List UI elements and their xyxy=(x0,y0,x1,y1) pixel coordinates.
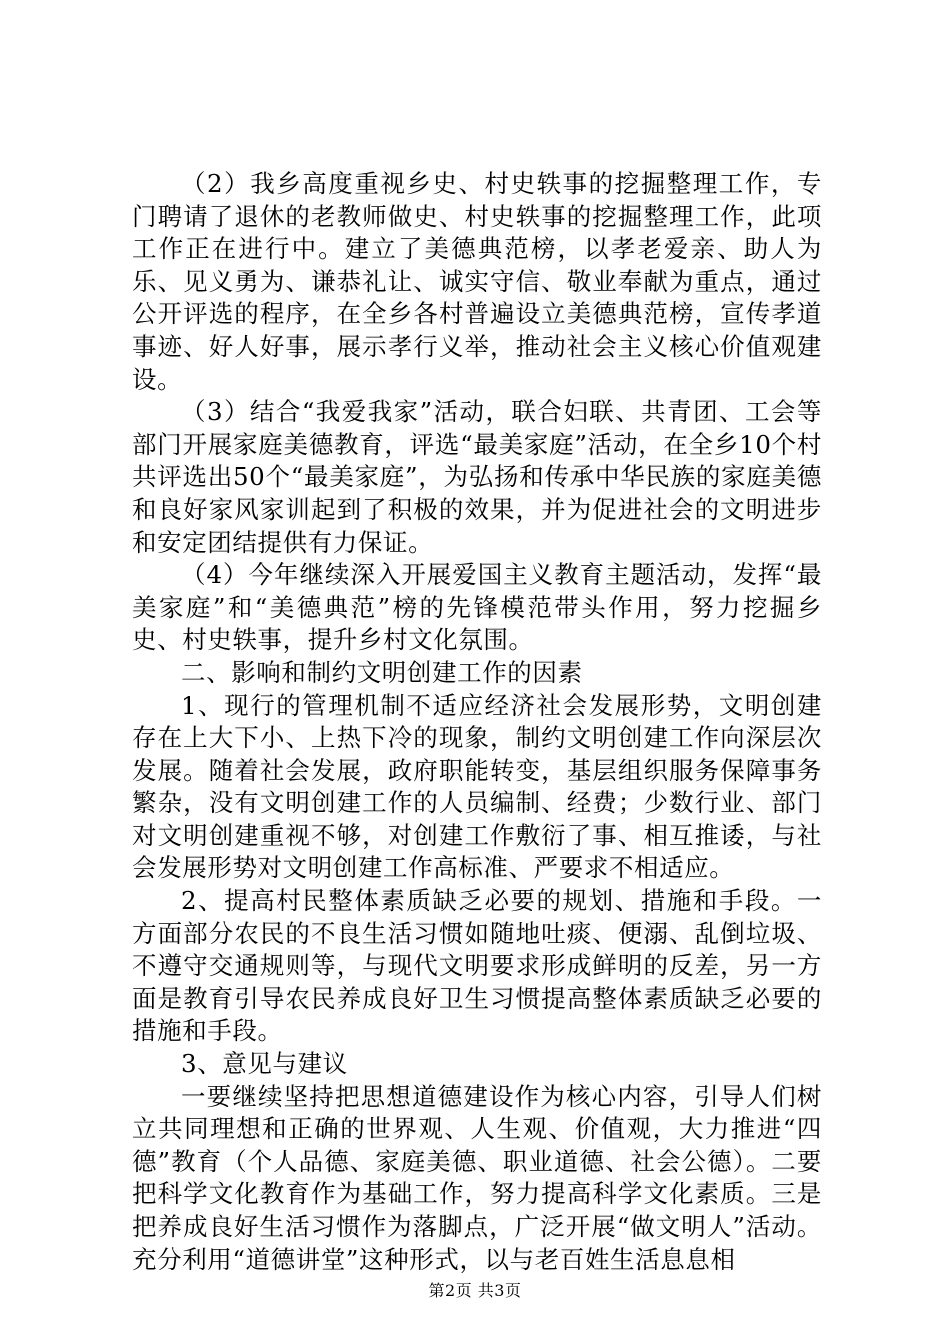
page-number-footer: 第2页 共3页 xyxy=(428,1281,522,1300)
section-heading-factors: 二、影响和制约文明创建工作的因素 xyxy=(181,657,583,687)
section-heading-suggestions: 3、意见与建议 xyxy=(181,1049,348,1079)
document-body xyxy=(132,168,822,1276)
paragraph-suggestions: 一要继续坚持把思想道德建设作为核心内容，引导人们树立共同理想和正确的世界观、人生观、价值观，大力推进“四德”教育（个人品德、家庭美德、职业道德、社会公德）。二要把科学文化教育作为基础工作，努力提高科学文化素质。三是把养成良好生活习惯作为落脚点，广泛开展“做文明人”活动。充分利用“道德讲堂”这种形式，以与老百姓生活息息相 xyxy=(132,1081,822,1274)
paragraph-factor-1: 1、现行的管理机制不适应经济社会发展形势，文明创建存在上大下小、上热下冷的现象，制约文明创建工作向深层次发展。随着社会发展，政府职能转变，基层组织服务保障事务繁杂，没有文明创建工作的人员编制、经费；少数行业、部门对文明创建重视不够，对创建工作敷衍了事、相互推诿，与社会发展形势对文明创建工作高标准、严要求不相适应。 xyxy=(132,690,822,883)
paragraph-3: （3）结合“我爱我家”活动，联合妇联、共青团、工会等部门开展家庭美德教育，评选“最美家庭”活动，在全乡10个村共评选出50个“最美家庭”，为弘扬和传承中华民族的家庭美德和良好家风家训起到了积极的效果，并为促进社会的文明进步和安定团结提供有力保证。 xyxy=(132,397,822,557)
paragraph-2: （2）我乡高度重视乡史、村史轶事的挖掘整理工作，专门聘请了退休的老教师做史、村史轶事的挖掘整理工作，此项工作正在进行中。建立了美德典范榜，以孝老爱亲、助人为乐、见义勇为、谦恭礼让、诚实守信、敬业奉献为重点，通过公开评选的程序，在全乡各村普遍设立美德典范榜，宣传孝道事迹、好人好事，展示孝行义举，推动社会主义核心价值观建设。 xyxy=(132,169,822,394)
paragraph-factor-2: 2、提高村民整体素质缺乏必要的规划、措施和手段。一方面部分农民的不良生活习惯如随地吐痰、便溺、乱倒垃圾、不遵守交通规则等，与现代文明要求形成鲜明的反差，另一方面是教育引导农民养成良好卫生习惯提高整体素质缺乏必要的措施和手段。 xyxy=(132,886,822,1046)
paragraph-4: （4）今年继续深入开展爱国主义教育主题活动，发挥“最美家庭”和“美德典范”榜的先锋模范带头作用，努力挖掘乡史、村史轶事，提升乡村文化氛围。 xyxy=(132,560,822,655)
